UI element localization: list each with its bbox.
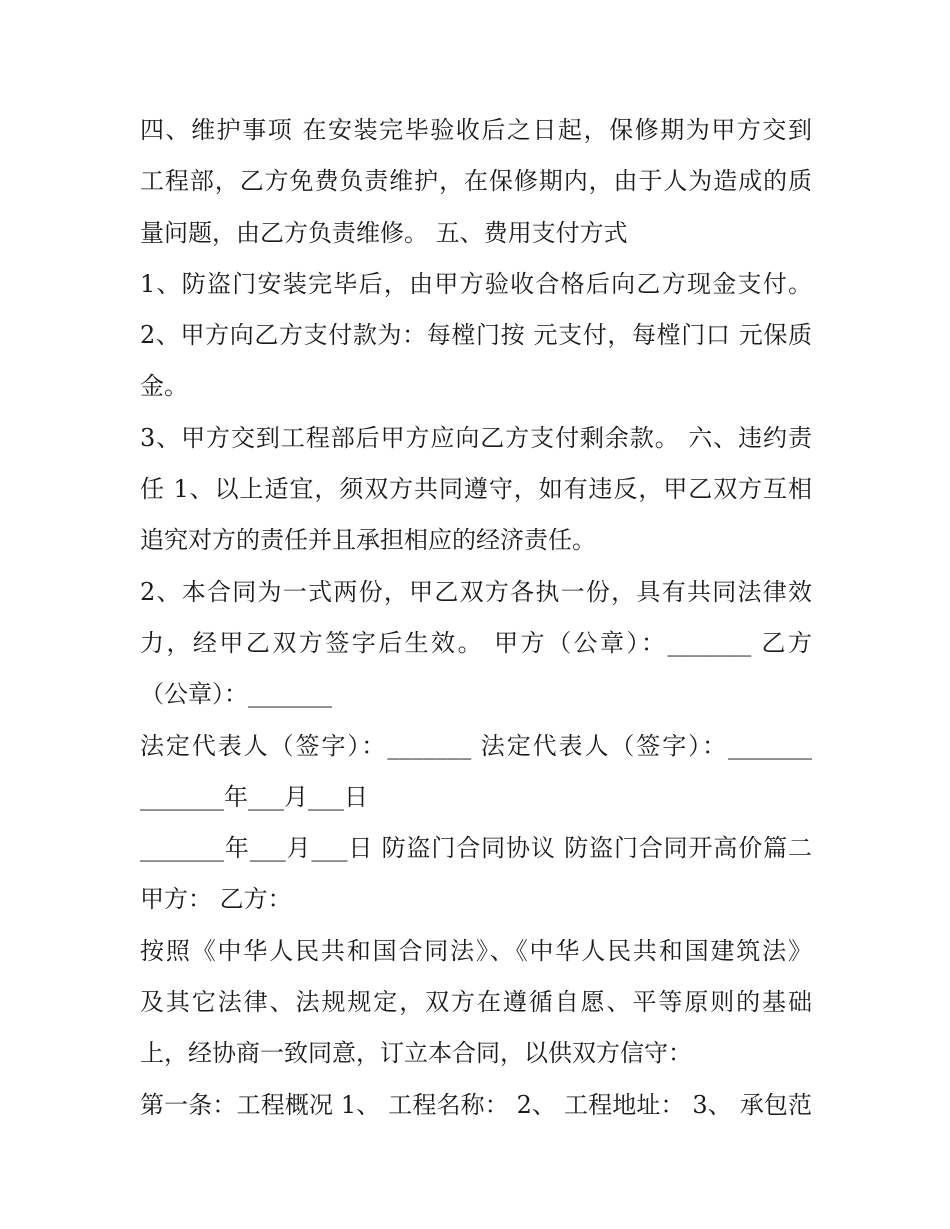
text-line: 追究对方的责任并且承担相应的经济责任。 [140, 526, 596, 555]
text-line: （公章）：_______ [140, 680, 332, 709]
text-line: 2、本合同为一式两份，甲乙双方各执一份，具有共同法律效 [140, 577, 812, 606]
text-line: 及其它法律、法规规定，双方在遵循自愿、平等原则的基础 [140, 988, 812, 1017]
text-line: _______年___月___日 防盗门合同协议 防盗门合同开高价篇二 [140, 834, 812, 863]
text-line: 法定代表人（签字）：_______ 法定代表人（签字）：_______ [140, 731, 812, 760]
text-line: 量问题，由乙方负责维修。 五、费用支付方式 [140, 218, 628, 247]
text-line: 力，经甲乙双方签字后生效。 甲方（公章）：_______ 乙方 [140, 628, 812, 657]
text-line: 金。 [140, 372, 188, 401]
text-line: 3、甲方交到工程部后甲方应向乙方支付剩余款。 六、违约责 [140, 423, 812, 452]
text-line: 工程部，乙方免费负责维护，在保修期内，由于人为造成的质 [140, 167, 812, 196]
text-line: 第一条：工程概况 1、 工程名称： 2、 工程地址： 3、 承包范 [140, 1090, 812, 1119]
text-line: 任 1、以上适宜，须双方共同遵守，如有违反，甲乙双方互相 [140, 475, 812, 504]
text-line: _______年___月___日 [140, 782, 368, 811]
contract-text [140, 105, 812, 1131]
text-line: 甲方： 乙方： [140, 885, 292, 914]
text-line: 2、甲方向乙方支付款为：每樘门按 元支付，每樘门口 元保质 [140, 321, 812, 350]
text-line: 按照《中华人民共和国合同法》、《中华人民共和国建筑法》 [140, 936, 812, 965]
text-line: 上，经协商一致同意，订立本合同，以供双方信守： [140, 1039, 692, 1068]
text-line: 1、防盗门安装完毕后，由甲方验收合格后向乙方现金支付。 [140, 269, 812, 298]
text-line: 四、维护事项 在安装完毕验收后之日起，保修期为甲方交到 [140, 116, 812, 144]
